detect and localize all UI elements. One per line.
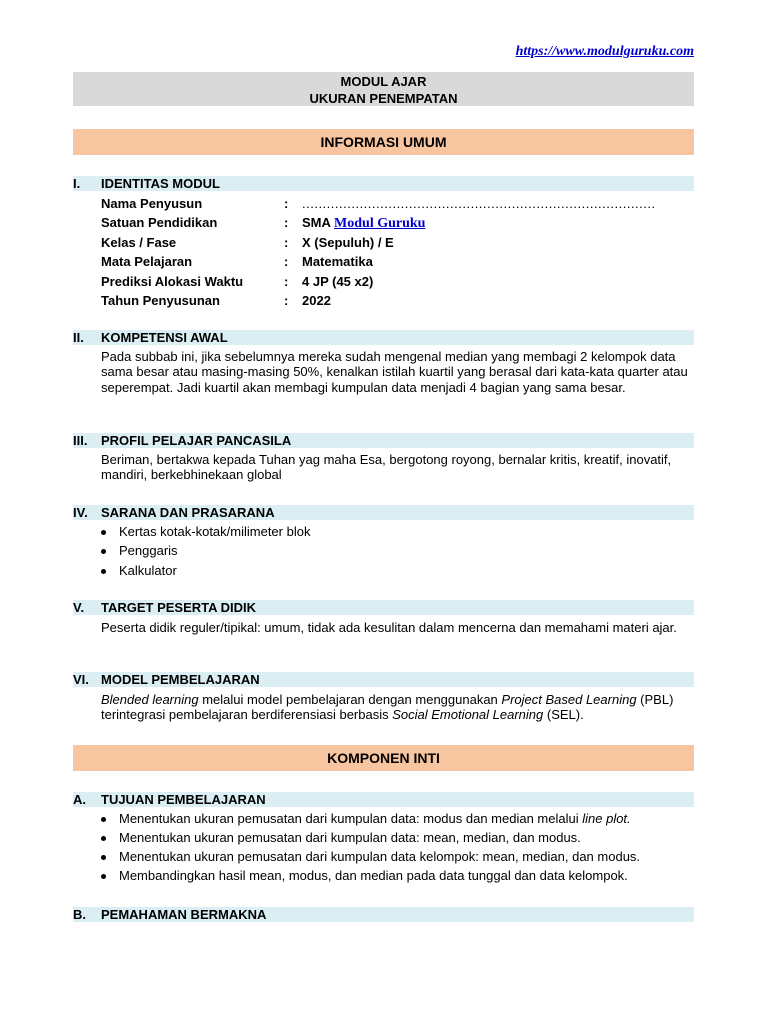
list-item-text: Membandingkan hasil mean, modus, dan median pada data tunggal dan data kelompok. xyxy=(119,868,628,884)
model-term: Social Emotional Learning xyxy=(392,707,544,723)
identitas-key: Satuan Pendidikan xyxy=(101,215,218,231)
list-item-text: Kertas kotak-kotak/milimeter blok xyxy=(119,524,311,539)
list-item-text: Menentukan ukuran pemusatan dari kumpulan data: modus dan median melalui xyxy=(119,811,583,826)
section-profil-pelajar xyxy=(73,433,694,448)
identitas-row xyxy=(101,213,694,232)
identitas-colon: : xyxy=(284,196,289,211)
list-item-term: line plot. xyxy=(582,811,631,826)
section-label: TARGET PESERTA DIDIK xyxy=(101,600,257,615)
model-pembelajaran-text xyxy=(101,692,697,723)
section-number: II. xyxy=(73,330,84,345)
identitas-row xyxy=(101,272,694,291)
identitas-value: X (Sepuluh) / E xyxy=(302,234,394,250)
section-number: I. xyxy=(73,176,81,191)
target-peserta-text: Peserta didik reguler/tipikal: umum, tidak ada kesulitan dalam mencerna dan memahami materi ajar. xyxy=(101,620,677,635)
model-text: melalui model pembelajaran dengan menggunakan xyxy=(198,692,502,707)
document-title-block xyxy=(73,72,694,106)
section-number: B. xyxy=(73,907,86,922)
section-tujuan-pembelajaran xyxy=(73,792,694,807)
section-model-pembelajaran xyxy=(73,672,694,687)
bullet-icon xyxy=(101,855,106,860)
identitas-table xyxy=(101,194,694,310)
identitas-value: 2022 xyxy=(302,292,331,308)
list-item xyxy=(101,541,697,560)
section-label: KOMPETENSI AWAL xyxy=(101,330,228,345)
identitas-value: 4 JP (45 x2) xyxy=(302,273,374,289)
identitas-value: Matematika xyxy=(302,254,373,270)
list-item xyxy=(101,561,697,580)
identitas-colon: : xyxy=(284,273,289,289)
section-number: V. xyxy=(73,600,85,615)
list-item xyxy=(101,828,697,847)
list-item xyxy=(101,866,697,885)
section-target-peserta xyxy=(73,600,694,615)
section-label: SARANA DAN PRASARANA xyxy=(101,505,275,520)
model-text: (SEL). xyxy=(543,707,584,723)
model-text: (PBL) terintegrasi pembelajaran berdiferensiasi berbasis xyxy=(101,692,674,723)
tujuan-list xyxy=(101,809,697,885)
identitas-value: ...................................................................................... xyxy=(302,196,656,211)
identitas-key: Nama Penyusun xyxy=(101,196,203,211)
section-label: PEMAHAMAN BERMAKNA xyxy=(101,907,267,922)
list-item xyxy=(101,809,697,828)
section-sarana-prasarana xyxy=(73,505,694,520)
list-item-text: Menentukan ukuran pemusatan dari kumpulan data kelompok: mean, median, dan modus. xyxy=(119,849,641,865)
bullet-icon xyxy=(101,530,106,535)
bullet-icon xyxy=(101,874,106,879)
identitas-colon: : xyxy=(284,215,289,231)
identitas-key: Kelas / Fase xyxy=(101,234,177,250)
identitas-value xyxy=(302,213,694,232)
section-label: PROFIL PELAJAR PANCASILA xyxy=(101,433,292,448)
identitas-key: Tahun Penyusunan xyxy=(101,292,220,308)
identitas-colon: : xyxy=(284,254,289,270)
section-number: A. xyxy=(73,792,86,807)
school-link[interactable]: Modul Guruku xyxy=(334,216,426,232)
sarana-list xyxy=(101,522,697,580)
section-label: IDENTITAS MODUL xyxy=(101,176,220,191)
kompetensi-awal-text: Pada subbab ini, jika sebelumnya mereka sudah mengenal median yang membagi 2 kelompok data sama besar atau masing-masing 50%, kenalkan istilah kuartil yang berasal dari kata-kata quarter atau seperempat. Jadi kuartil akan membagi kumpulan data menjadi 4 bagian yang sama besar. xyxy=(101,349,688,395)
bullet-icon xyxy=(101,569,106,574)
list-item-text: Penggaris xyxy=(119,543,178,559)
list-item-text: Kalkulator xyxy=(119,562,177,578)
section-pemahaman-bermakna xyxy=(73,907,694,922)
bullet-icon xyxy=(101,836,106,841)
section-identitas-modul xyxy=(73,176,694,191)
section-kompetensi-awal xyxy=(73,330,694,345)
website-link[interactable]: https://www.modulguruku.com xyxy=(515,44,694,59)
identitas-row xyxy=(101,194,694,213)
list-item-text: Menentukan ukuran pemusatan dari kumpulan data: mean, median, dan modus. xyxy=(119,830,581,846)
section-number: VI. xyxy=(73,672,89,687)
list-item xyxy=(101,847,697,866)
bullet-icon xyxy=(101,817,106,822)
bullet-icon xyxy=(101,549,106,554)
section-number: IV. xyxy=(73,505,88,520)
band-komponen-inti: KOMPONEN INTI xyxy=(73,745,694,771)
document-subtitle: UKURAN PENEMPATAN xyxy=(309,91,458,106)
band-informasi-umum: INFORMASI UMUM xyxy=(73,129,694,155)
list-item xyxy=(101,522,697,541)
section-number: III. xyxy=(73,433,88,448)
identitas-key: Mata Pelajaran xyxy=(101,254,193,270)
model-term: Blended learning xyxy=(101,692,199,707)
section-label: MODEL PEMBELAJARAN xyxy=(101,672,260,687)
document-title: MODUL AJAR xyxy=(340,74,427,89)
identitas-colon: : xyxy=(284,292,289,308)
identitas-colon: : xyxy=(284,234,289,250)
school-prefix: SMA xyxy=(302,215,331,231)
identitas-key: Prediksi Alokasi Waktu xyxy=(101,273,244,289)
profil-pelajar-text: Beriman, bertakwa kepada Tuhan yag maha Esa, bergotong royong, bernalar kritis, kreatif, inovatif, mandiri, berkebhinekaan global xyxy=(101,452,672,483)
identitas-row xyxy=(101,291,694,310)
model-term: Project Based Learning xyxy=(501,692,637,707)
identitas-row xyxy=(101,252,694,271)
identitas-row xyxy=(101,233,694,252)
section-label: TUJUAN PEMBELAJARAN xyxy=(101,792,266,807)
